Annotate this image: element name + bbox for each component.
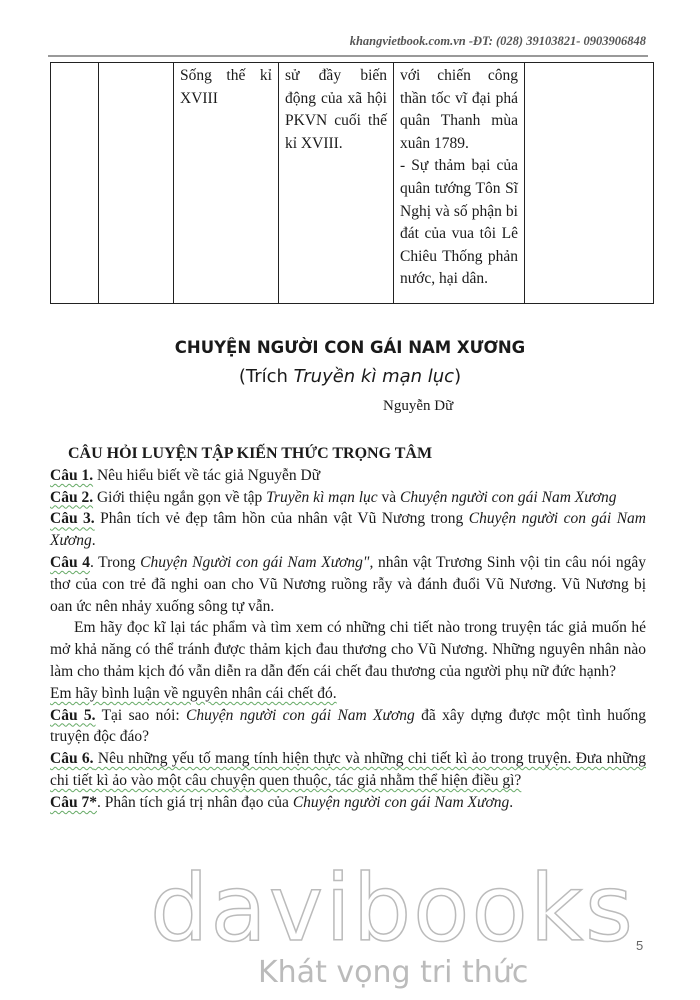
cell-text: với chiến công thần tốc vĩ đại phá quân Thanh mùa xuân 1789. <box>400 67 518 152</box>
question-text: . <box>509 793 514 811</box>
question-text: Tại sao nói: <box>95 706 187 724</box>
question-5 <box>50 705 646 749</box>
page-title: CHUYỆN NGƯỜI CON GÁI NAM XƯƠNG <box>174 338 526 357</box>
watermark-logo: davibooks <box>150 855 635 962</box>
subtitle-close: ) <box>454 366 462 387</box>
question-7 <box>50 792 646 814</box>
question-text: đã xây dựng được một tình huống truyện độc đáo? <box>50 706 646 746</box>
page-number: 5 <box>636 938 644 953</box>
work-title: Chuyện Người con gái Nam Xương", <box>140 553 374 571</box>
header-divider <box>48 55 648 57</box>
page-header: khangvietbook.com.vn -ĐT: (028) 39103821- 0903906848 <box>349 34 646 48</box>
work-title: Chuyện người con gái Nam Xương <box>50 510 646 550</box>
question-label: Câu 6. <box>50 750 94 768</box>
cell-text: - Sự thảm bại của quân tướng Tôn Sĩ Nghị và số phận bi đát của vua tôi Lê Chiêu Thống phản nước, hại dân. <box>400 157 518 288</box>
question-text: Nêu những yếu tố mang tính hiện thực và những chi tiết kì ảo trong truyện. Đưa những chi tiết kì ảo vào một câu chuyện quen thuộc, tác giả nhằm thể hiện điều gì? <box>50 750 646 789</box>
subtitle-work: Truyền kì mạn lục <box>293 366 455 387</box>
table-row <box>51 63 654 304</box>
question-label: Câu 7* <box>50 793 97 811</box>
question-6 <box>50 748 646 792</box>
question-1 <box>50 465 646 487</box>
table-cell <box>394 63 525 304</box>
question-text: . <box>91 532 96 550</box>
work-title: Truyền kì mạn lục <box>266 488 378 506</box>
question-4-paragraph <box>50 683 646 705</box>
table-cell <box>51 63 99 304</box>
questions <box>50 443 646 814</box>
subtitle-open: (Trích <box>238 366 294 387</box>
author: Nguyễn Dữ <box>383 398 454 414</box>
work-title: Chuyện người con gái Nam Xương <box>186 706 415 724</box>
question-label: Câu 3. <box>50 510 95 528</box>
question-text: Giới thiệu ngắn gọn về tập <box>93 488 267 506</box>
content-table <box>50 62 654 304</box>
question-text: Em hãy bình luận về nguyên nhân cái chết đó. <box>50 684 337 702</box>
table-cell <box>99 63 174 304</box>
question-label: Câu 4 <box>50 553 90 571</box>
question-text: nhân vật Trương Sinh vội tin câu nói ngây thơ của con trẻ đã nghi oan cho Vũ Nương ruồng rẫy và đánh đuổi Vũ Nương. Vũ Nương bị oan ức nên nhảy xuống sông tự vẫn. <box>50 553 647 615</box>
question-4 <box>50 552 646 617</box>
question-text: và <box>377 488 401 506</box>
question-text: . Phân tích giá trị nhân đạo của <box>96 793 293 811</box>
table-cell <box>525 63 654 304</box>
question-text: . Trong <box>89 553 141 571</box>
question-3 <box>50 508 646 552</box>
section-heading: CÂU HỎI LUYỆN TẬP KIẾN THỨC TRỌNG TÂM <box>68 445 433 462</box>
question-label: Câu 1. <box>50 466 94 484</box>
subtitle <box>0 366 700 387</box>
question-2 <box>50 487 646 509</box>
work-title: Chuyện người con gái Nam Xương <box>400 488 617 506</box>
question-4-paragraph: Em hãy đọc kĩ lại tác phẩm và tìm xem có những chi tiết nào trong truyện tác giả muốn hé mở khả năng có thể tránh được thảm kịch đau thương cho Vũ Nương. Những nguyên nhân nào làm cho thảm kịch đó vẫn diễn ra dẫn đến cái chết đau thương của người phụ nữ đức hạnh? <box>50 619 646 680</box>
table-cell: Sống thế kỉ XVIII <box>174 63 279 304</box>
question-text: Phân tích vẻ đẹp tâm hồn của nhân vật Vũ Nương trong <box>94 510 469 528</box>
question-label: Câu 2. <box>50 488 94 506</box>
watermark-slogan: Khát vọng tri thức <box>258 955 529 990</box>
work-title: Chuyện người con gái Nam Xương <box>292 793 510 811</box>
question-label: Câu 5. <box>50 706 96 724</box>
table-cell: sử đầy biến động của xã hội PKVN cuối thế kỉ XVIII. <box>279 63 394 304</box>
question-text: Nêu hiểu biết về tác giả Nguyễn Dữ <box>93 466 321 484</box>
